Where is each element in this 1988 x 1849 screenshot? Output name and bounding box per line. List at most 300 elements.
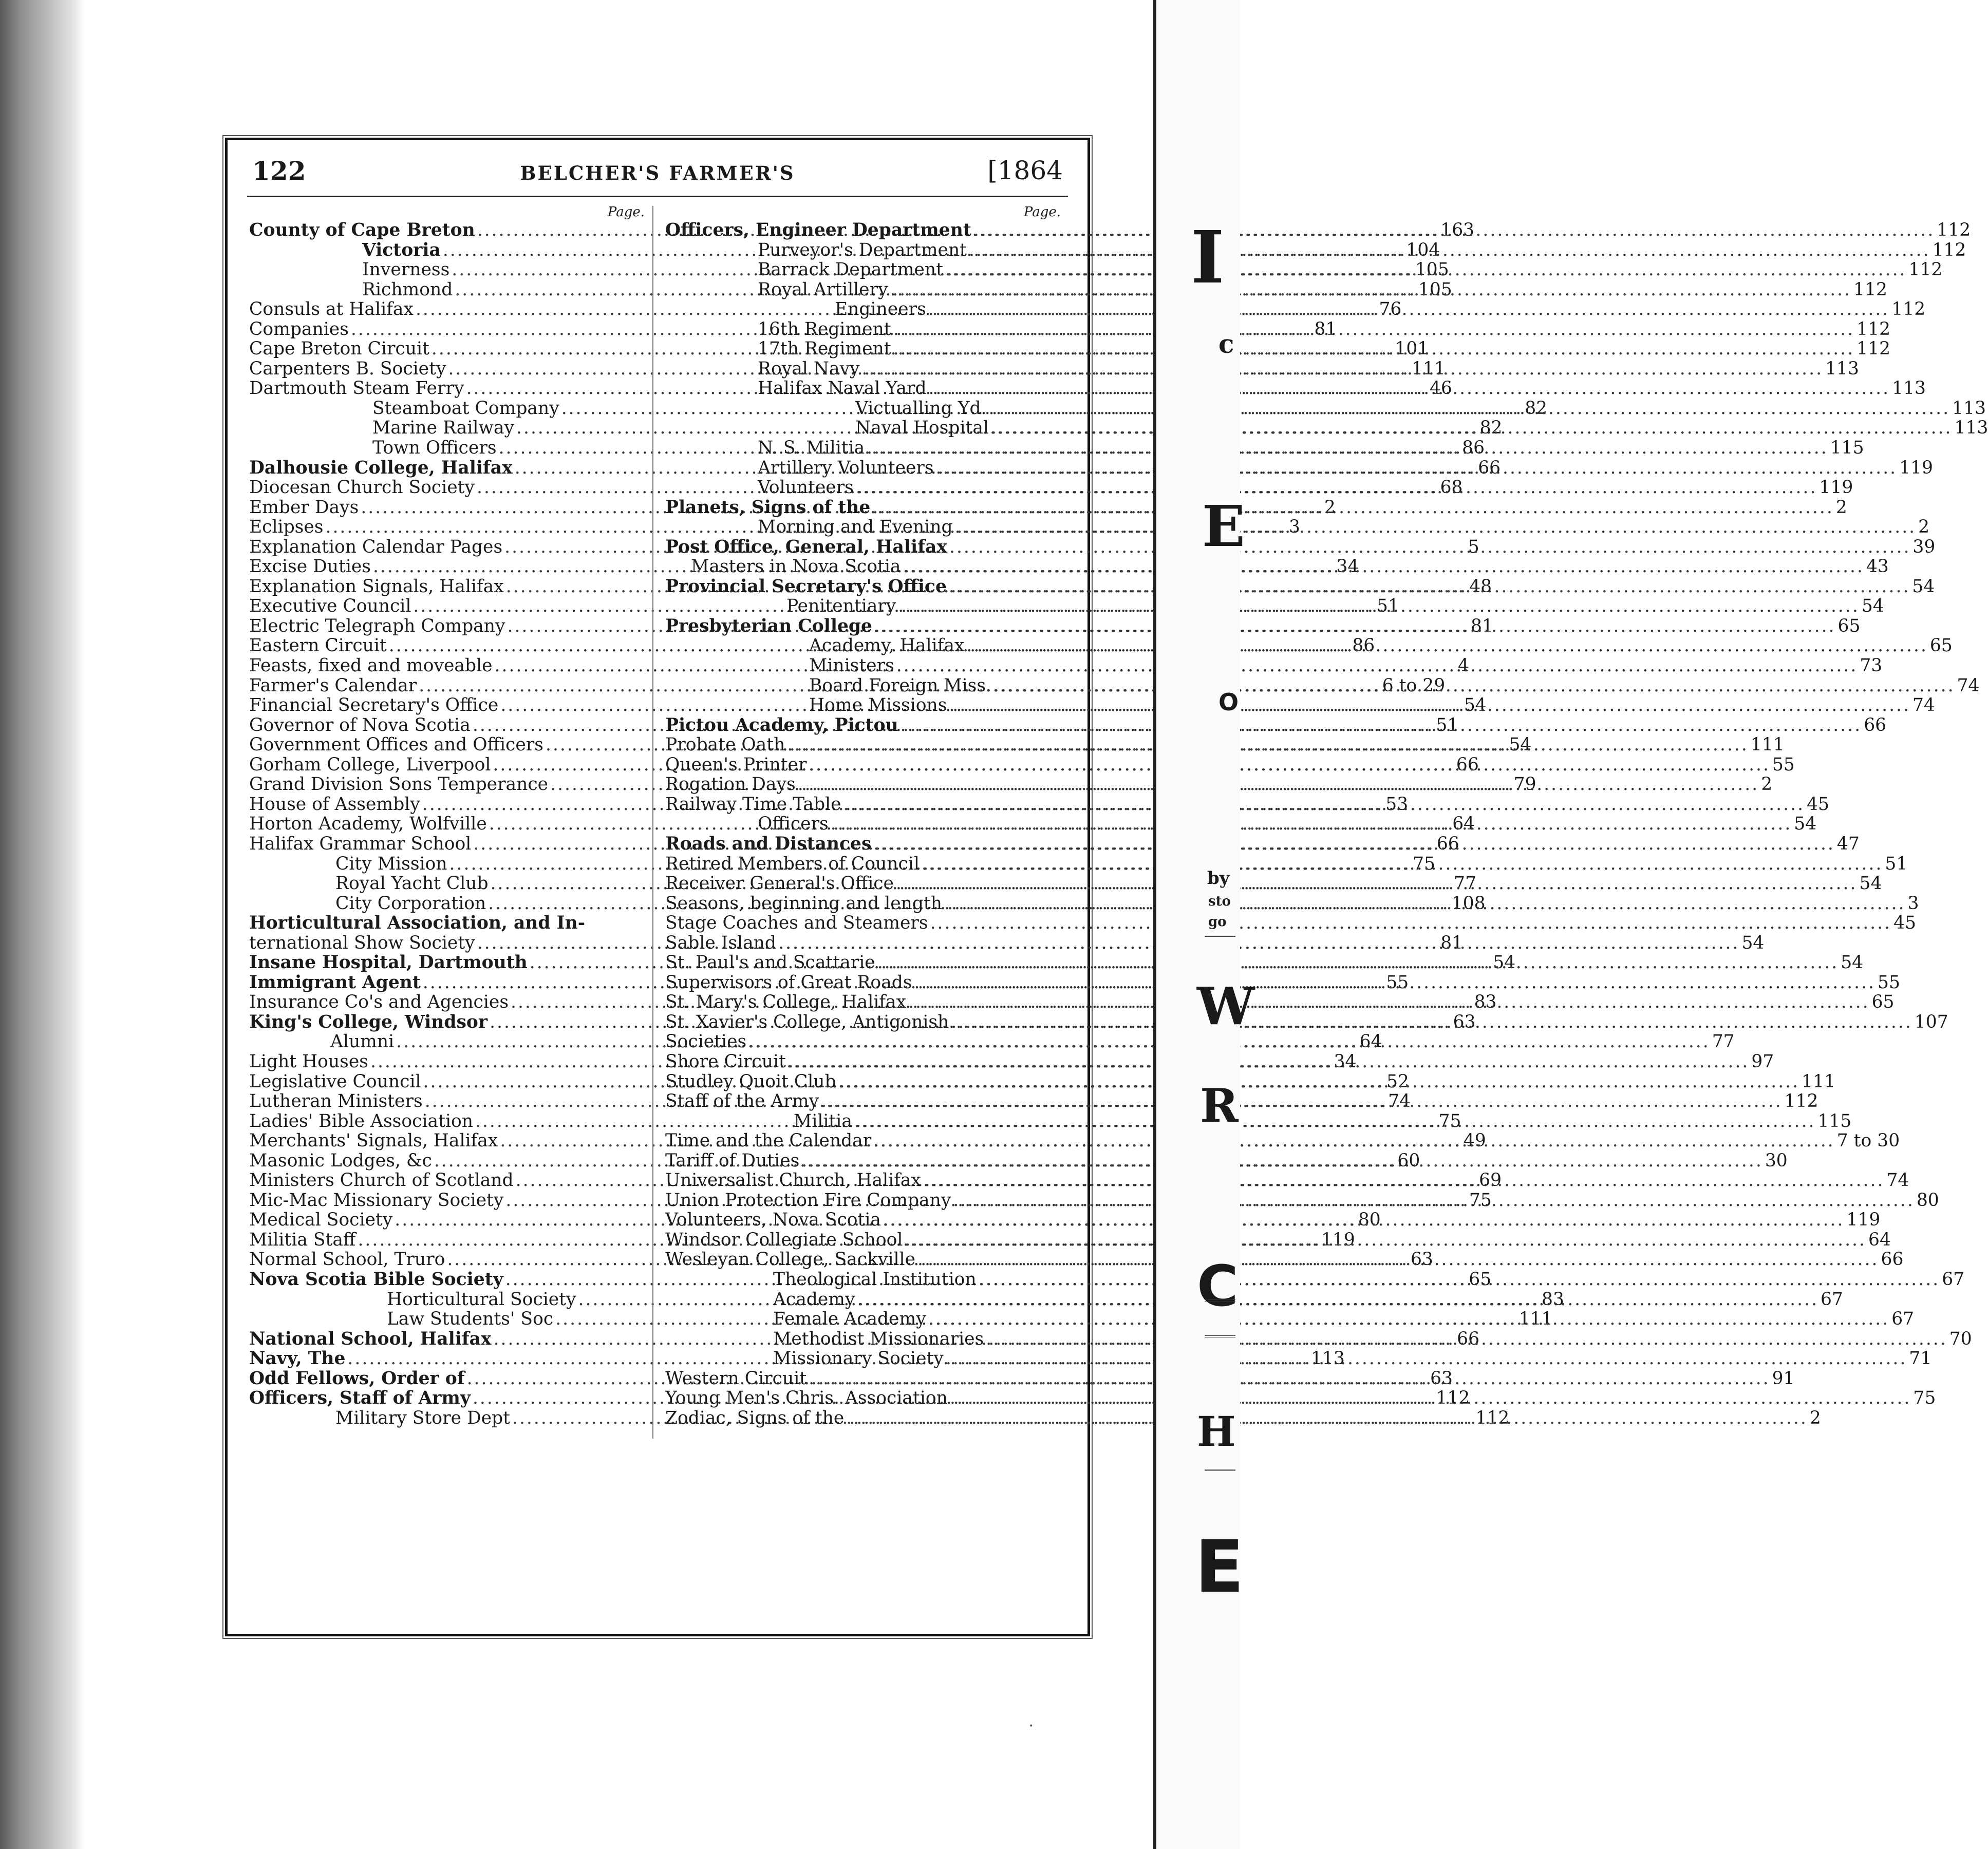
entry-label: Masters in Nova Scotia bbox=[691, 556, 901, 577]
entry-label: Royal Yacht Club bbox=[335, 873, 489, 894]
entry-label: Shore Circuit bbox=[665, 1051, 786, 1072]
entry-label: Officers bbox=[758, 814, 829, 835]
entry-page-number: 86 bbox=[1352, 635, 1375, 656]
index-entry bbox=[665, 536, 1936, 557]
entry-page-number: 51 bbox=[1436, 714, 1459, 735]
index-entry bbox=[249, 913, 645, 933]
entry-label: Odd Fellows, Order of bbox=[249, 1368, 465, 1389]
entry-label: Planets, Signs of the bbox=[665, 497, 871, 518]
entry-page-number: 119 bbox=[1899, 457, 1934, 478]
entry-label: Horton Academy, Wolfville bbox=[249, 814, 487, 835]
entry-page-number: 30 bbox=[1765, 1150, 1788, 1171]
dot-leader bbox=[898, 596, 1860, 616]
entry-page-number: 112 bbox=[1891, 299, 1926, 320]
dot-leader bbox=[986, 1329, 1947, 1349]
entry-label: Insurance Co's and Agencies bbox=[249, 992, 509, 1013]
entry-page-number: 80 bbox=[1358, 1210, 1381, 1231]
entry-label: Pictou Academy, Pictou bbox=[665, 714, 898, 735]
entry-page-number: 112 bbox=[1856, 318, 1891, 339]
entry-label: ternational Show Society bbox=[249, 932, 475, 953]
dot-leader bbox=[945, 260, 1907, 280]
index-entry bbox=[665, 952, 1864, 973]
entry-page-number: 115 bbox=[1817, 1110, 1852, 1131]
entry-page-number: 54 bbox=[1859, 873, 1882, 894]
entry-page-number: 51 bbox=[1376, 596, 1399, 617]
entry-page-number: 113 bbox=[1892, 378, 1926, 399]
dot-leader bbox=[809, 1369, 1770, 1389]
dot-leader bbox=[973, 220, 1935, 240]
entry-page-number: 67 bbox=[1821, 1289, 1843, 1310]
dot-leader bbox=[905, 1230, 1866, 1250]
entry-label: Penitentiary bbox=[786, 596, 896, 617]
entry-page-number: 64 bbox=[1868, 1229, 1891, 1250]
entry-page-number: 69 bbox=[1479, 1170, 1502, 1191]
entry-label: Volunteers bbox=[758, 477, 854, 498]
entry-page-number: 52 bbox=[1386, 1071, 1409, 1092]
dot-leader bbox=[946, 1349, 1907, 1369]
dot-leader bbox=[908, 992, 1870, 1012]
next-page-fragment: C bbox=[1197, 1253, 1239, 1319]
entry-label: Horticultural Association, and In- bbox=[249, 913, 586, 934]
entry-page-number: 66 bbox=[1864, 714, 1887, 735]
entry-label: Academy, Halifax bbox=[809, 635, 965, 656]
entry-page-number: 75 bbox=[1413, 853, 1435, 874]
book-spine-shadow bbox=[0, 0, 85, 1849]
entry-label: Inverness bbox=[362, 259, 450, 280]
entry-label: Halifax Grammar School bbox=[249, 833, 472, 854]
entry-page-number: 112 bbox=[1784, 1091, 1818, 1112]
entry-page-number: 2 bbox=[1918, 517, 1930, 538]
entry-page-number: 5 bbox=[1468, 536, 1479, 557]
entry-page-number: 34 bbox=[1336, 556, 1359, 577]
entry-page-number: 54 bbox=[1464, 695, 1487, 716]
dot-leader bbox=[856, 478, 1817, 498]
entry-label: Ministers bbox=[809, 655, 894, 676]
entry-label: Theological Institution bbox=[773, 1269, 977, 1290]
entry-page-number: 54 bbox=[1493, 952, 1516, 973]
entry-label: Ember Days bbox=[249, 497, 359, 518]
entry-page-number: 91 bbox=[1772, 1368, 1795, 1389]
entry-page-number: 2 bbox=[1324, 497, 1336, 518]
entry-label: Board Foreign Miss. bbox=[809, 675, 992, 696]
entry-label: Volunteers, Nova Scotia bbox=[665, 1210, 881, 1231]
dot-leader bbox=[903, 557, 1864, 577]
entry-label: Masonic Lodges, &c bbox=[249, 1150, 432, 1171]
entry-page-number: 6 to 29 bbox=[1382, 675, 1446, 696]
entry-page-number: 48 bbox=[1469, 576, 1492, 597]
index-entry bbox=[665, 972, 1900, 993]
next-page-fragment: go bbox=[1208, 914, 1227, 930]
entry-label: Queen's Printer bbox=[665, 754, 807, 775]
dot-leader bbox=[928, 299, 1890, 319]
entry-label: Barrack Department bbox=[758, 259, 943, 280]
entry-label: Staff of the Army bbox=[665, 1091, 819, 1112]
dot-leader bbox=[896, 656, 1858, 676]
entry-label: Eastern Circuit bbox=[249, 635, 387, 656]
dot-leader bbox=[846, 1408, 1808, 1428]
index-entry bbox=[665, 497, 1847, 518]
dot-leader bbox=[917, 1250, 1879, 1270]
entry-label: Legislative Council bbox=[249, 1071, 421, 1092]
entry-label: County of Cape Breton bbox=[249, 220, 475, 240]
entry-label: Retired Members of Council bbox=[665, 853, 920, 874]
entry-label: Union Protection Fire Company bbox=[665, 1190, 951, 1211]
entry-label: Naval Hospital bbox=[855, 418, 989, 439]
entry-label: Steamboat Company bbox=[372, 398, 559, 419]
entry-label: Ministers Church of Scotland bbox=[249, 1170, 514, 1191]
entry-page-number: 2 bbox=[1809, 1407, 1821, 1428]
entry-page-number: 75 bbox=[1469, 1190, 1492, 1211]
page-column-heading: Page. bbox=[1023, 204, 1061, 220]
next-page-fragment: O bbox=[1218, 688, 1239, 716]
entry-label: Grand Division Sons Temperance bbox=[249, 774, 549, 795]
dot-leader bbox=[877, 953, 1839, 973]
dot-leader bbox=[843, 795, 1805, 815]
entry-page-number: 111 bbox=[1802, 1071, 1835, 1092]
entry-page-number: 55 bbox=[1772, 754, 1795, 775]
entry-page-number: 65 bbox=[1469, 1269, 1492, 1290]
entry-page-number: 105 bbox=[1415, 259, 1449, 280]
entry-page-number: 63 bbox=[1453, 1011, 1476, 1032]
page-column-heading: Page. bbox=[607, 204, 645, 220]
entry-label: Executive Council bbox=[249, 596, 411, 617]
dot-leader bbox=[966, 636, 1928, 656]
dot-leader bbox=[949, 577, 1910, 597]
dot-leader bbox=[874, 616, 1836, 636]
dot-leader bbox=[923, 1171, 1885, 1191]
entry-label: St. Mary's College, Halifax bbox=[665, 992, 907, 1013]
entry-page-number: 81 bbox=[1471, 615, 1493, 636]
entry-label: Presbyterian College bbox=[665, 615, 872, 636]
next-page-fragment: sto bbox=[1208, 894, 1231, 909]
entry-label: Marine Railway bbox=[372, 418, 515, 439]
entry-label: Governor of Nova Scotia bbox=[249, 714, 471, 735]
entry-page-number: 77 bbox=[1454, 873, 1477, 894]
entry-page-number: 2 bbox=[1835, 497, 1847, 518]
entry-page-number: 60 bbox=[1397, 1150, 1420, 1171]
entry-page-number: 83 bbox=[1542, 1289, 1564, 1310]
dot-leader bbox=[890, 280, 1852, 300]
entry-label: St. Paul's and Scattarie bbox=[665, 952, 875, 973]
entry-page-number: 63 bbox=[1410, 1249, 1433, 1270]
dot-leader bbox=[838, 1072, 1800, 1092]
index-entry bbox=[665, 655, 1883, 676]
entry-page-number: 112 bbox=[1856, 338, 1891, 360]
entry-label: Militia Staff bbox=[249, 1229, 356, 1250]
entry-page-number: 113 bbox=[1954, 418, 1988, 439]
entry-label: Electric Telegraph Company bbox=[249, 615, 505, 636]
dot-leader bbox=[778, 933, 1740, 953]
dot-leader bbox=[901, 715, 1862, 735]
entry-label: Royal Artillery bbox=[758, 279, 888, 300]
dot-leader bbox=[914, 973, 1876, 993]
entry-label: Studley Quoit Club bbox=[665, 1071, 836, 1092]
entry-label: Western Circuit bbox=[665, 1368, 807, 1389]
entry-page-number: 68 bbox=[1440, 477, 1463, 498]
dot-leader bbox=[953, 1191, 1915, 1211]
entry-label: Supervisors of Great Roads bbox=[665, 972, 912, 993]
column-divider bbox=[652, 206, 653, 1439]
entry-page-number: 65 bbox=[1837, 615, 1861, 636]
index-page-frame bbox=[225, 138, 1988, 1730]
entry-page-number: 46 bbox=[1429, 378, 1452, 399]
entry-label: Light Houses bbox=[249, 1051, 368, 1072]
dot-leader bbox=[930, 913, 1892, 933]
dot-leader bbox=[955, 517, 1917, 537]
entry-label: Engineers bbox=[835, 299, 926, 320]
entry-page-number: 63 bbox=[1430, 1368, 1453, 1389]
entry-page-number: 67 bbox=[1942, 1269, 1965, 1290]
printer-mark: • bbox=[1029, 1722, 1034, 1730]
entry-label: Explanation Signals, Halifax bbox=[249, 576, 504, 597]
next-page-rule bbox=[1205, 1299, 1235, 1301]
entry-label: Military Store Dept bbox=[335, 1407, 510, 1428]
entry-label: Home Missions bbox=[809, 695, 947, 716]
entry-label: Town Officers bbox=[372, 438, 497, 459]
entry-page-number: 54 bbox=[1841, 952, 1864, 973]
entry-page-number: 66 bbox=[1478, 457, 1501, 478]
entry-label: Purveyor's Department bbox=[758, 239, 967, 260]
dot-leader bbox=[801, 1151, 1763, 1171]
entry-page-number: 163 bbox=[1440, 220, 1475, 240]
entry-page-number: 66 bbox=[1436, 833, 1459, 854]
entry-label: Alumni bbox=[330, 1031, 395, 1052]
entry-label: Law Students' Soc bbox=[387, 1309, 554, 1330]
entry-label: Government Offices and Officers bbox=[249, 734, 543, 756]
dot-leader bbox=[979, 1270, 1940, 1290]
entry-label: Carpenters B. Society bbox=[249, 358, 446, 379]
entry-page-number: 54 bbox=[1794, 814, 1817, 835]
entry-page-number: 81 bbox=[1440, 932, 1464, 953]
entry-label: City Mission bbox=[335, 853, 447, 874]
entry-page-number: 111 bbox=[1411, 358, 1446, 379]
page-number: 122 bbox=[252, 156, 306, 186]
entry-label: Victoria bbox=[362, 239, 441, 260]
entry-page-number: 66 bbox=[1456, 754, 1479, 775]
entry-page-number: 47 bbox=[1836, 833, 1860, 854]
entry-label: Universalist Church, Halifax bbox=[665, 1170, 921, 1191]
dot-leader bbox=[969, 240, 1930, 260]
entry-label: Medical Society bbox=[249, 1210, 393, 1231]
entry-page-number: 113 bbox=[1825, 358, 1859, 379]
entry-label: Normal School, Truro bbox=[249, 1249, 445, 1270]
entry-label: Stage Coaches and Steamers bbox=[665, 913, 928, 934]
entry-label: Mic-Mac Missionary Society bbox=[249, 1190, 504, 1211]
dot-leader bbox=[867, 438, 1828, 458]
entry-page-number: 86 bbox=[1462, 438, 1485, 459]
dot-leader bbox=[949, 537, 1911, 557]
book-title: BELCHER'S FARMER'S bbox=[520, 162, 795, 184]
entry-label: 16th Regiment bbox=[758, 318, 891, 339]
entry-label: Excise Duties bbox=[249, 556, 371, 577]
dot-leader bbox=[950, 1388, 1911, 1408]
entry-label: Young Men's Chris. Association bbox=[665, 1388, 948, 1409]
entry-page-number: 79 bbox=[1513, 774, 1536, 795]
entry-label: Diocesan Church Society bbox=[249, 477, 475, 498]
entry-label: Immigrant Agent bbox=[249, 972, 421, 993]
dot-leader bbox=[788, 1052, 1750, 1072]
entry-page-number: 2 bbox=[1761, 774, 1773, 795]
entry-label: Morning and Evening bbox=[758, 517, 953, 538]
entry-label: Methodist Missionaries bbox=[773, 1328, 984, 1349]
next-page-fragment: W bbox=[1197, 976, 1255, 1036]
entry-label: Insane Hospital, Dartmouth bbox=[249, 952, 528, 973]
entry-page-number: 64 bbox=[1359, 1031, 1382, 1052]
entry-page-number: 75 bbox=[1438, 1110, 1461, 1131]
entry-label: N. S. Militia bbox=[758, 438, 865, 459]
entry-page-number: 104 bbox=[1406, 239, 1440, 260]
entry-label: Eclipses bbox=[249, 517, 324, 538]
entry-label: Time and the Calendar bbox=[665, 1130, 872, 1152]
entry-page-number: 43 bbox=[1866, 556, 1889, 577]
entry-page-number: 111 bbox=[1518, 1309, 1553, 1330]
dot-leader bbox=[862, 359, 1824, 379]
dot-leader bbox=[883, 1210, 1845, 1230]
entry-page-number: 75 bbox=[1913, 1388, 1936, 1409]
entry-page-number: 65 bbox=[1929, 635, 1953, 656]
dot-leader bbox=[928, 1309, 1890, 1329]
entry-label: Sable Island bbox=[665, 932, 776, 953]
entry-label: Officers, Staff of Army bbox=[249, 1388, 471, 1409]
entry-page-number: 82 bbox=[1525, 398, 1548, 419]
next-page-fragment: H bbox=[1197, 1407, 1236, 1456]
entry-page-number: 74 bbox=[1957, 675, 1980, 696]
entry-label: Richmond bbox=[362, 279, 453, 300]
next-page-rule bbox=[1205, 1335, 1235, 1337]
dot-leader bbox=[893, 339, 1855, 359]
year: [1864 bbox=[987, 156, 1063, 185]
entry-label: Ladies' Bible Association bbox=[249, 1110, 473, 1131]
entry-page-number: 119 bbox=[1819, 477, 1853, 498]
dot-leader bbox=[857, 1290, 1819, 1310]
entry-page-number: 101 bbox=[1395, 338, 1429, 360]
dot-leader bbox=[951, 1012, 1912, 1032]
entry-label: Zodiac, Signs of the bbox=[665, 1407, 845, 1428]
entry-page-number: 82 bbox=[1479, 418, 1503, 439]
entry-page-number: 112 bbox=[1908, 259, 1943, 280]
dot-leader bbox=[936, 458, 1898, 478]
entry-label: Probate Oath bbox=[665, 734, 785, 756]
entry-page-number: 51 bbox=[1885, 853, 1908, 874]
entry-page-number: 64 bbox=[1452, 814, 1475, 835]
entry-page-number: 70 bbox=[1949, 1328, 1972, 1349]
entry-page-number: 77 bbox=[1712, 1031, 1735, 1052]
dot-leader bbox=[949, 695, 1910, 715]
entry-label: Dartmouth Steam Ferry bbox=[249, 378, 464, 399]
entry-page-number: 55 bbox=[1386, 972, 1409, 993]
dot-leader bbox=[944, 894, 1906, 914]
entry-page-number: 119 bbox=[1846, 1210, 1881, 1231]
entry-page-number: 83 bbox=[1474, 992, 1497, 1013]
dot-leader bbox=[809, 755, 1770, 775]
entry-label: Explanation Calendar Pages bbox=[249, 536, 503, 557]
entry-page-number: 66 bbox=[1881, 1249, 1904, 1270]
next-page-fragment: E bbox=[1202, 493, 1245, 559]
entry-label: King's College, Windsor bbox=[249, 1011, 488, 1032]
entry-label: Militia bbox=[794, 1110, 852, 1131]
entry-page-number: 7 to 30 bbox=[1836, 1130, 1900, 1152]
dot-leader bbox=[991, 418, 1953, 438]
dot-leader bbox=[922, 854, 1883, 874]
entry-label: Feasts, fixed and moveable bbox=[249, 655, 493, 676]
entry-page-number: 3 bbox=[1907, 893, 1919, 914]
entry-page-number: 108 bbox=[1451, 893, 1486, 914]
entry-page-number: 3 bbox=[1289, 517, 1300, 538]
entry-label: National School, Halifax bbox=[249, 1328, 492, 1349]
entry-page-number: 119 bbox=[1321, 1229, 1355, 1250]
dot-leader bbox=[821, 1091, 1783, 1111]
entry-page-number: 74 bbox=[1912, 695, 1935, 716]
entry-label: Farmer's Calendar bbox=[249, 675, 417, 696]
entry-label: Roads and Distances bbox=[665, 833, 872, 854]
entry-label: Missionary Society bbox=[773, 1348, 944, 1369]
next-page-rule bbox=[1205, 935, 1235, 937]
entry-page-number: 67 bbox=[1891, 1309, 1915, 1330]
entry-page-number: 45 bbox=[1807, 794, 1829, 815]
index-entry bbox=[665, 517, 1930, 538]
entry-label: Cape Breton Circuit bbox=[249, 338, 429, 360]
dot-leader bbox=[872, 498, 1834, 518]
entry-page-number: 112 bbox=[1937, 220, 1971, 240]
entry-page-number: 112 bbox=[1853, 279, 1887, 300]
entry-page-number: 66 bbox=[1457, 1328, 1480, 1349]
entry-label: Railway Time Table bbox=[665, 794, 841, 815]
dot-leader bbox=[993, 676, 1955, 696]
next-page-fragment: by bbox=[1207, 868, 1230, 889]
entry-label: Post Office, General, Halifax bbox=[665, 536, 947, 557]
entry-page-number: 113 bbox=[1952, 398, 1986, 419]
entry-label: Horticultural Society bbox=[387, 1289, 576, 1310]
entry-page-number: 54 bbox=[1509, 734, 1532, 756]
dot-leader bbox=[831, 814, 1792, 834]
entry-label: Provincial Secretary's Office bbox=[665, 576, 947, 597]
next-page-fragment: R bbox=[1200, 1079, 1239, 1133]
entry-page-number: 54 bbox=[1861, 596, 1884, 617]
entry-label: Halifax Naval Yard bbox=[758, 378, 927, 399]
entry-label: Wesleyan College, Sackville bbox=[665, 1249, 915, 1270]
next-page-fragment: E bbox=[1195, 1525, 1244, 1609]
entry-page-number: 53 bbox=[1385, 794, 1409, 815]
entry-label: Gorham College, Liverpool bbox=[249, 754, 491, 775]
next-page-rule bbox=[1205, 1469, 1235, 1471]
dot-leader bbox=[873, 834, 1835, 854]
entry-page-number: 105 bbox=[1418, 279, 1452, 300]
entry-page-number: 65 bbox=[1871, 992, 1895, 1013]
running-head bbox=[228, 156, 1087, 197]
entry-page-number: 73 bbox=[1860, 655, 1883, 676]
next-page-fragment: c bbox=[1218, 329, 1234, 359]
entry-label: Financial Secretary's Office bbox=[249, 695, 499, 716]
entry-label: City Corporation bbox=[335, 893, 486, 914]
entry-page-number: 74 bbox=[1886, 1170, 1909, 1191]
next-page-fragment: I bbox=[1191, 216, 1225, 300]
dot-leader bbox=[929, 379, 1890, 399]
dot-leader bbox=[798, 775, 1759, 795]
entry-page-number: 81 bbox=[1314, 318, 1337, 339]
dot-leader bbox=[873, 1131, 1835, 1151]
entry-page-number: 97 bbox=[1751, 1051, 1774, 1072]
entry-label: Navy, The bbox=[249, 1348, 346, 1369]
entry-label: Royal Navy bbox=[758, 358, 860, 379]
entry-label: Female Academy bbox=[773, 1309, 926, 1330]
entry-page-number: 54 bbox=[1741, 932, 1765, 953]
entry-label: Receiver General's Office bbox=[665, 873, 894, 894]
entry-page-number: 112 bbox=[1436, 1388, 1470, 1409]
entry-page-number: 76 bbox=[1379, 299, 1402, 320]
entry-page-number: 112 bbox=[1475, 1407, 1510, 1428]
entry-label: House of Assembly bbox=[249, 794, 420, 815]
entry-label: St. Xavier's College, Antigonish bbox=[665, 1011, 949, 1032]
